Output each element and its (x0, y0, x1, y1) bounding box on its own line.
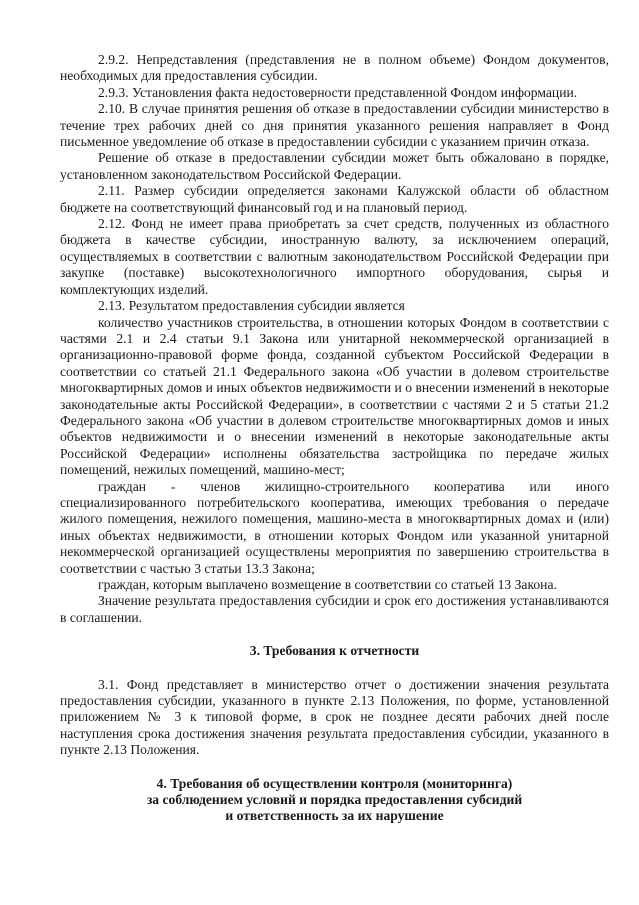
paragraph-result-participants: количество участников строительства, в отношении которых Фондом в соответствии с частями 2.1 и 2.4 статьи 9.1 Закона или унитарной некоммерческой организацией в организационно-правовой форме фонда, созданной субъектом Российской Федерации в соответствии со статьей 21.1 Федерального закона «Об участии в долевом строительстве многоквартирных домов и иных объектов недвижимости и о внесении изменений в некоторые законодательные акты Российской Федерации», в соответствии с частями 2 и 5 статьи 21.2 Федерального закона «Об участии в долевом строительстве многоквартирных домов и иных объектов недвижимости и о внесении изменений в некоторые законодательные акты Российской Федерации» исполнены обязательства застройщика по передаче жилых помещений, нежилых помещений, машино-мест; (60, 314, 609, 478)
paragraph-2-12: 2.12. Фонд не имеет права приобретать за счет средств, полученных из областного бюджета в качестве субсидии, иностранную валюту, за исключением операций, осуществляемых в соответствии с валютным законодательством Российской Федерации при закупке (поставке) высокотехнологичного импортного оборудования, сырья и комплектующих изделий. (60, 216, 609, 297)
paragraph-refusal-appeal: Решение об отказе в предоставлении субсидии может быть обжаловано в порядке, установленном законодательством Российской Федерации. (60, 150, 609, 182)
paragraph-result-value: Значение результата предоставления субсидии и срок его достижения устанавливаются в соглашении. (60, 593, 609, 625)
paragraph-2-13: 2.13. Результатом предоставления субсидии является (98, 298, 405, 314)
paragraph-2-11: 2.11. Размер субсидии определяется законами Калужской области об областном бюджете на соответствующий финансовый год и на плановый период. (60, 183, 609, 215)
section-3-heading: 3. Требования к отчетности (249, 643, 420, 659)
paragraph-result-compensation: граждан, которым выплачено возмещение в соответствии со статьей 13 Закона. (98, 577, 557, 592)
paragraph-3-1: 3.1. Фонд представляет в министерство отчет о достижении значения результата предоставления субсидии, указанного в пункте 2.13 Положения, по форме, установленной приложением № 3 к типовой форме, в срок не позднее десяти рабочих дней после наступления срока достижения значения результата предоставления субсидии, указанного в пункте 2.13 Положения. (60, 676, 609, 758)
paragraph-2-9-3: 2.9.3. Установления факта недостоверности представленной Фондом информации. (98, 84, 578, 100)
paragraph-2-9-2: 2.9.2. Непредставления (представления не в полном объеме) Фондом документов, необходимых для предоставления субсидии. (60, 52, 609, 84)
section-4-heading-line-3: и ответственность за их нарушение (225, 808, 444, 824)
paragraph-2-10: 2.10. В случае принятия решения об отказе в предоставлении субсидии министерство в течение трех рабочих дней со дня принятия указанного решения направляет в Фонд письменное уведомление об отказе в предоставлении субсидии с указанием причин отказа. (60, 101, 609, 150)
section-4-heading-line-1: 4. Требования об осуществлении контроля (мониторинга) (156, 775, 513, 791)
paragraph-result-coop-members: граждан - членов жилищно-строительного кооператива или иного специализированного потребительского кооператива, имеющих требования о передаче жилого помещения, нежилого помещения, машино-места в многоквартирных домах и (или) иных объектах недвижимости, в отношении которых Фондом или указанной унитарной некоммерческой организацией осуществлены мероприятия по завершению строительства в соответствии с частью 3 статьи 13.3 Закона; (60, 478, 609, 576)
section-4-heading-line-2: за соблюдением условий и порядка предоставления субсидий (146, 792, 523, 808)
